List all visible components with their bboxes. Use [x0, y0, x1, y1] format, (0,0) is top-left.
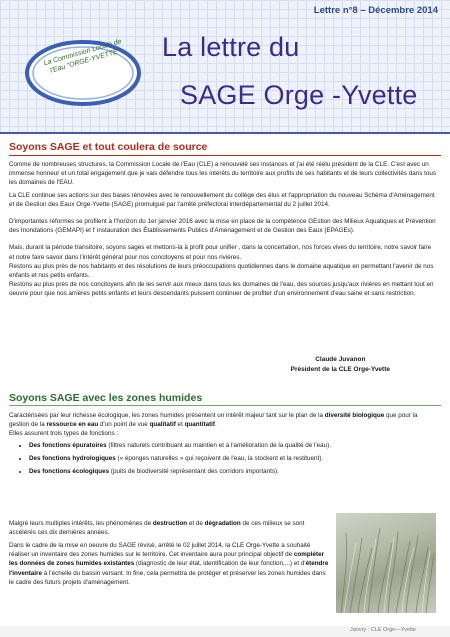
- function-name: Des fonctions hydrologiques: [29, 454, 116, 462]
- para-bold: compléter les données de zones humides existantes: [9, 551, 325, 568]
- wetland-photo: [336, 513, 436, 613]
- intro-bold: quantitatif: [184, 421, 216, 429]
- function-desc: (« éponges naturelles » qui reçoivent de l'eau, la stockent et la restituent).: [115, 454, 324, 462]
- intro-text: que pour la gestion de la: [9, 412, 418, 429]
- function-desc: (puits de biodiversité représentant des corridors importants).: [109, 468, 279, 476]
- functions-intro: Elles assurent trois types de fonctions :: [9, 430, 119, 438]
- section2-intro: [9, 411, 439, 476]
- section1-paragraph: Restons au plus près de nos concitoyens afin de les servir aux mieux dans tous les domaines de l'eau, des sources jusqu'aux rivières en mettant tout en oeuvre pour que nos arrières petits enfants et leurs descendants puissent continuer de profiter d'un environnement d'eau saine et sans restriction.: [9, 281, 434, 298]
- function-name: Des fonctions épuratoires: [29, 441, 107, 449]
- intro-bold: ressource en eau: [46, 421, 99, 429]
- function-name: Des fonctions écologiques: [29, 468, 110, 476]
- para-text: (diagnostic de leur état, identification de leur fonction,...) et d': [134, 560, 306, 568]
- section2-underline: [9, 405, 441, 406]
- section1-paragraph: Comme de nombreuses structures, la Commission Locale de l'Eau (CLE) a renouvelé ses instances et j'ai été réélu président de la CLE. C'est avec un immense honneur et un total engagement que je vais défendre tous les intérêts du territoire aux profits de ses habitants et de leurs collectivités dans tous les domaines de l'EAU.: [9, 161, 437, 187]
- intro-bold: qualitatif: [149, 421, 176, 429]
- para-text: Malgré leurs multiples intérêts, les phénomènes de: [9, 520, 153, 527]
- para-bold: étendre l'inventaire: [9, 560, 329, 577]
- section1-paragraph: Restons au plus près de nos habitants et des résolutions de leurs préoccupations quotidiennes dans le domaine aquatique en permettant l'avenir de nos enfants et nos petits enfants.: [9, 262, 434, 280]
- list-item: [29, 454, 439, 463]
- intro-bold: diversité biologique: [324, 412, 385, 419]
- para-text: Dans le cadre de la mise en oeuvre du SAGE révisé, arrêté le 02 juillet 2014, la CLE Orge-Yvette a souhaité réaliser un inventaire des zones humides sur le territoire. Cet inventaire aura pour principal objectif de: [9, 542, 311, 559]
- newsletter-title-line1: La lettre du: [162, 32, 300, 62]
- newsletter-title-line2: SAGE Orge -Yvette: [180, 80, 418, 110]
- issue-number: Lettre n°8 – Décembre 2014: [313, 5, 438, 16]
- functions-list: [9, 441, 439, 477]
- section2-para4: [9, 541, 331, 587]
- signature-role: Président de la CLE Orge-Yvette: [290, 365, 390, 373]
- function-desc: (filtres naturels contribuant au maintien et à l'amélioration de la qualité de l'eau).: [106, 441, 332, 449]
- reeds-illustration: [336, 513, 436, 613]
- signature-name: Claude Juvanon: [315, 356, 366, 363]
- header-divider: [0, 132, 450, 134]
- para-bold: destruction: [152, 520, 188, 527]
- para-text: et de: [187, 520, 205, 527]
- section1-paragraph: D'importantes réformes se profilent à l'horizon du 1er janvier 2016 avec la mise en place de la compétence GEstion des Milieux Aquatiques et Prévention des Inondations (GEMAPI) et l' instauration des Établissements Publics d'Aménagement et de Gestion des Eaux (EPAGEs).: [9, 218, 436, 235]
- para-text: à l'échelle du bassin versant. In fine, cela permettra de protéger et préserver les zones humides dans le cadre des futurs projets d'aménagement.: [9, 569, 326, 586]
- intro-text: d'un point de vue: [98, 421, 150, 429]
- para-text: de ces milieux se sont accélérés ces dix dernières années.: [9, 520, 305, 537]
- intro-text: .: [215, 421, 217, 429]
- section2-title: Soyons SAGE avec les zones humides: [9, 392, 203, 404]
- section1-title: Soyons SAGE et tout coulera de source: [9, 141, 208, 153]
- para-bold: dégradation: [204, 520, 241, 527]
- list-item: [29, 467, 439, 476]
- signature-block: [291, 355, 390, 374]
- intro-text: Caractérisées par leur richesse écologique, les zones humides présentent un intérêt majeur tant sur le plan de la: [9, 412, 325, 419]
- footer-text: Janvry : CLE Orge—Yvette: [349, 627, 416, 633]
- logo-text: La Commission Locale de l'Eau "ORGE-YVETTE": [43, 38, 123, 75]
- list-item: [29, 441, 439, 450]
- section1-body: [9, 160, 437, 302]
- section1-paragraph: Mais, durant la période transitoire, soyons sages et mettons-la à profit pour unifier , dans la concertation, nos forces vives du territoire, notre savoir faire et notre faire savoir dans l'intérêt général pour nos concitoyens et pour nos rivières.: [9, 244, 432, 261]
- intro-text: et: [175, 421, 185, 429]
- section1-paragraph: La CLE continue ses actions sur des bases rénovées avec le renouvellement du collège des élus et l'appropriation du nouveau Schéma d'Aménagement et de Gestion des Eaux Orge-Yvette (SAGE) promulgué par l'arrêté préfectoral interdépartemental du 2 juillet 2014.: [9, 191, 435, 208]
- section2-para3: [9, 519, 331, 537]
- section1-underline: [9, 155, 441, 156]
